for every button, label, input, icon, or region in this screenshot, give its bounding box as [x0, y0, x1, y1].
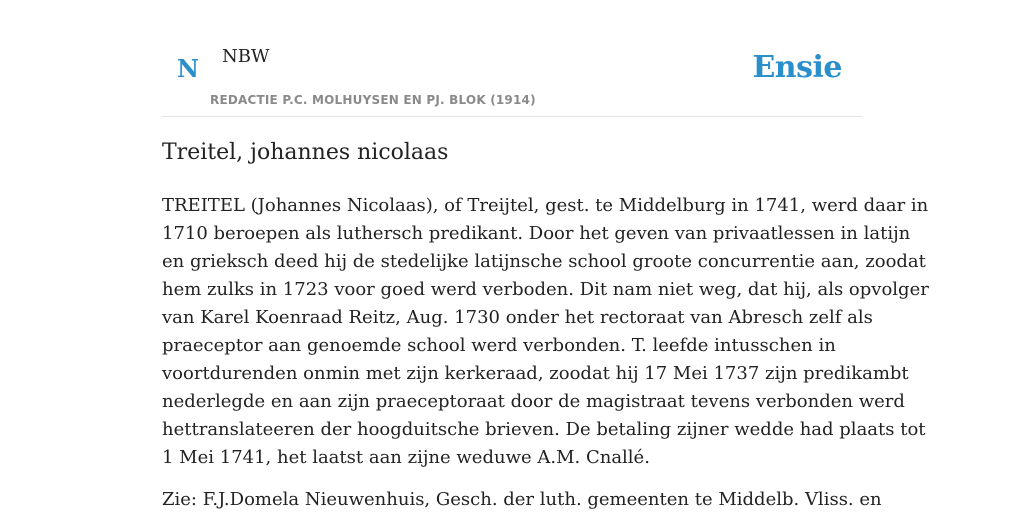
- text-line: hettranslateeren der hoogduitsche brieven. De betaling zijner wedde had plaats tot: [162, 419, 926, 440]
- text-line: en grieksch deed hij de stedelijke latijnsche school groote concurrentie aan, zoodat: [162, 251, 926, 272]
- article-paragraph: [162, 192, 929, 472]
- text-line: van Karel Koenraad Reitz, Aug. 1730 onder het rectoraat van Abresch zelf als: [162, 307, 873, 328]
- text-line: nederlegde en aan zijn praeceptoraat door de magistraat tevens verbonden werd: [162, 391, 905, 412]
- site-header: [162, 0, 862, 117]
- text-line: praeceptor aan genoemde school werd verbonden. T. leefde intusschen in: [162, 335, 836, 356]
- article-body: [162, 192, 929, 512]
- source-name[interactable]: NBW: [222, 46, 270, 67]
- text-line: hem zulks in 1723 voor goed werd verboden. Dit nam niet weg, dat hij, als opvolger: [162, 279, 929, 300]
- source-editors: REDACTIE P.C. MOLHUYSEN EN PJ. BLOK (1914): [210, 93, 536, 107]
- text-line: voortdurenden onmin met zijn kerkeraad, zoodat hij 17 Mei 1737 zijn predikambt: [162, 363, 909, 384]
- reference-line: Zie: F.J.Domela Nieuwenhuis, Gesch. der luth. gemeenten te Middelb. Vliss. en: [162, 489, 882, 510]
- text-line: 1 Mei 1741, het laatst aan zijne weduwe A.M. Cnallé.: [162, 447, 650, 468]
- brand-logo[interactable]: Ensie: [752, 50, 842, 85]
- text-line: 1710 beroepen als luthersch predikant. Door het geven van privaatlessen in latijn: [162, 223, 911, 244]
- text-line: TREITEL (Johannes Nicolaas), of Treijtel, gest. te Middelburg in 1741, werd daar in: [162, 195, 929, 216]
- article-title: Treitel, johannes nicolaas: [162, 140, 449, 165]
- article-reference: [162, 486, 882, 512]
- source-logo[interactable]: N: [177, 54, 199, 83]
